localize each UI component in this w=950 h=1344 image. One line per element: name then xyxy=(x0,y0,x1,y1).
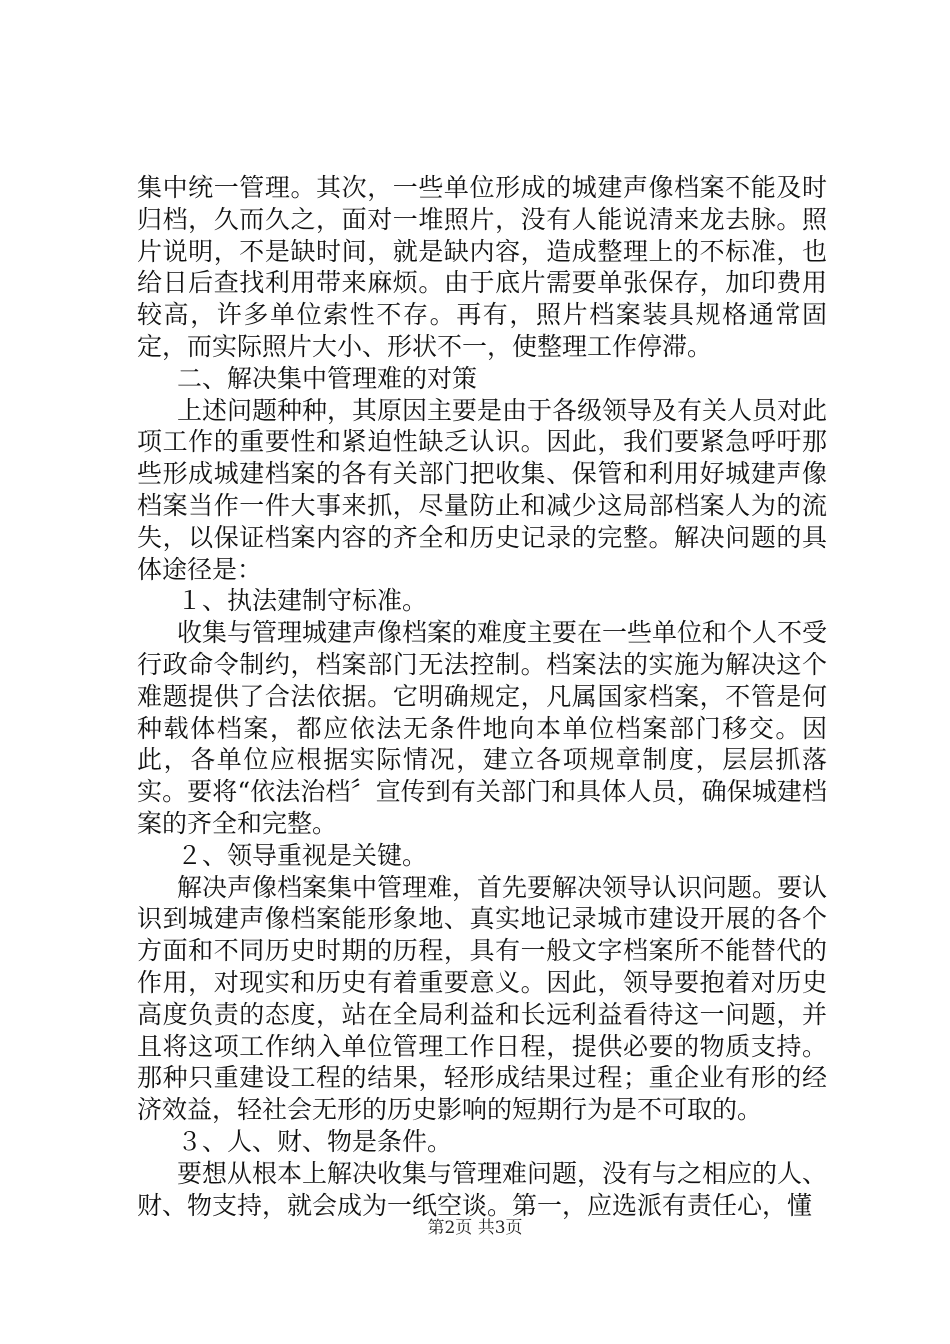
paragraph: 上述问题种种，其原因主要是由于各级领导及有关人员对此项工作的重要性和紧迫性缺乏认识。因此，我们要紧急呼吁那些形成城建档案的各有关部门把收集、保管和利用好城建声像档案当作一件大事来抓，尽量防止和减少这局部档案人为的流失，以保证档案内容的齐全和历史记录的完整。解决问题的具体途径是： xyxy=(137,395,828,584)
subsection-heading: ２、领导重视是关键。 xyxy=(177,840,428,870)
paragraph: 解决声像档案集中管理难，首先要解决领导认识问题。要认识到城建声像档案能形象地、真实地记录城市建设开展的各个方面和不同历史时期的历程，具有一般文字档案所不能替代的作用，对现实和历史有着重要意义。因此，领导要抱着对历史高度负责的态度，站在全局利益和长远利益看待这一问题，并且将这项工作纳入单位管理工作日程，提供必要的物质支持。那种只重建设工程的结果，轻形成结果过程；重企业有形的经济效益，轻社会无形的历史影响的短期行为是不可取的。 xyxy=(137,872,828,1125)
page-number-footer: 第2页 共3页 xyxy=(427,1218,523,1238)
subsection-heading: １、执法建制守标准。 xyxy=(177,586,428,616)
paragraph: 要想从根本上解决收集与管理难问题，没有与之相应的人、财、物支持，就会成为一纸空谈。第一，应选派有责任心，懂 xyxy=(137,1158,828,1220)
document-body xyxy=(137,172,827,1221)
paragraph-continuation: 集中统一管理。其次，一些单位形成的城建声像档案不能及时归档，久而久之，面对一堆照片，没有人能说清来龙去脉。照片说明，不是缺时间，就是缺内容，造成整理上的不标准，也给日后查找利用带来麻烦。由于底片需要单张保存，加印费用较高，许多单位索性不存。再有，照片档案装具规格通常固定，而实际照片大小、形状不一，使整理工作停滞。 xyxy=(137,173,827,361)
paragraph: 收集与管理城建声像档案的难度主要在一些单位和个人不受行政命令制约，档案部门无法控制。档案法的实施为解决这个难题提供了合法依据。它明确规定，凡属国家档案，不管是何种载体档案，都应依法无条件地向本单位档案部门移交。因此，各单位应根据实际情况，建立各项规章制度，层层抓落实。要将“依法治档〞宣传到有关部门和具体人员，确保城建档案的齐全和完整。 xyxy=(137,618,828,838)
subsection-heading: ３、人、财、物是条件。 xyxy=(177,1126,453,1156)
section-heading: 二、解决集中管理难的对策 xyxy=(177,363,478,393)
